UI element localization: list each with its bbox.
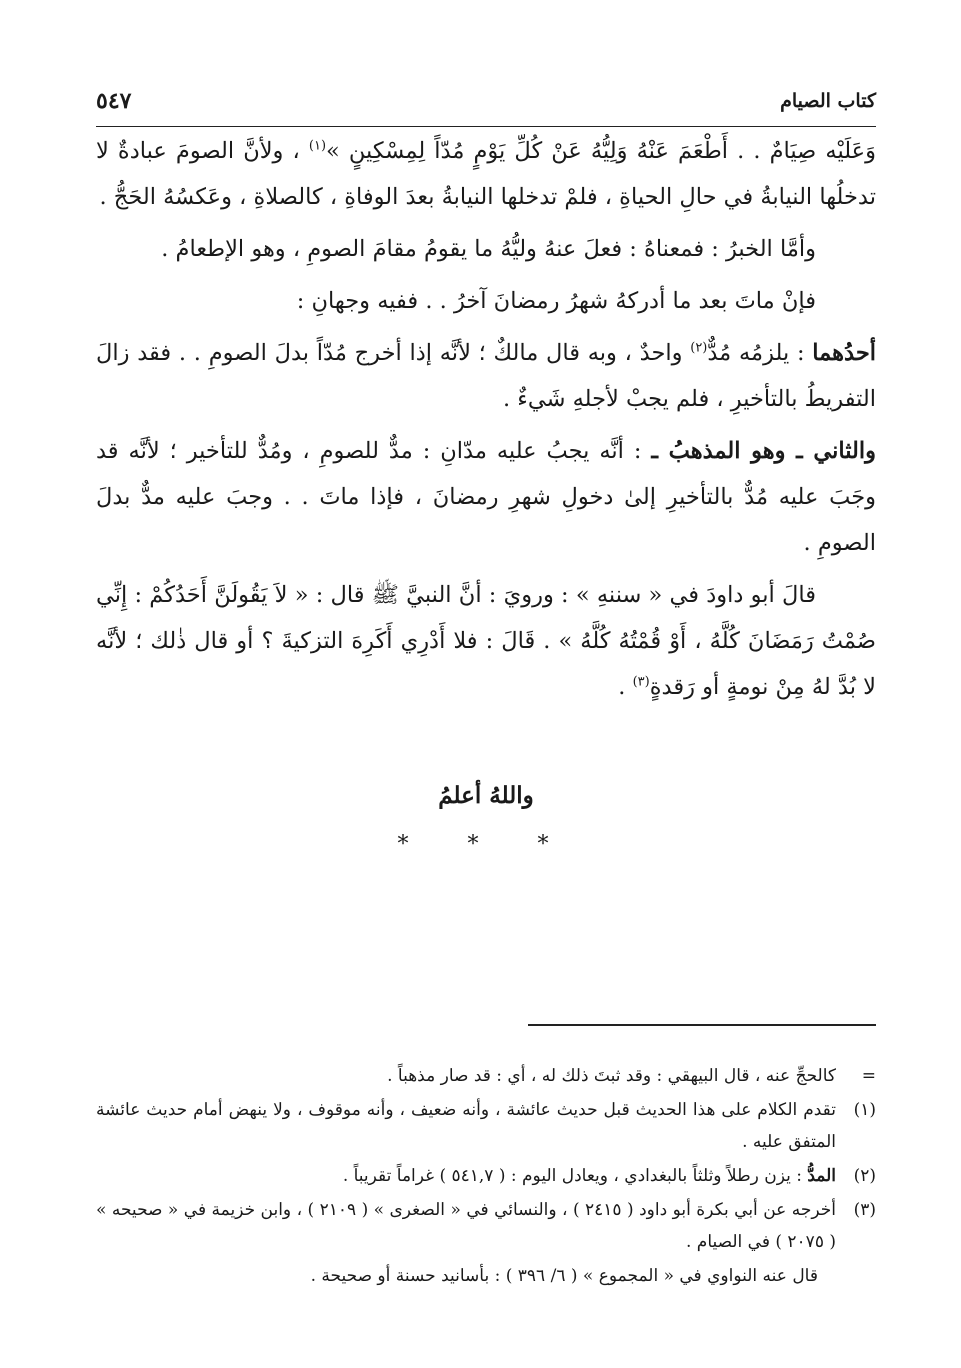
paragraph-6: قالَ أبو داودَ في « سننهِ » : ورويَ : أنَّ النبيَّ ﷺ قال : « لاَ يَقُولَنَّ أَحَدُكُمْ : إِنِّي صُمْتُ رَمَضَانَ كُلَّهُ ، أَوْ قُمْتُهُ كُلَّهُ » . قَالَ : فلا أَدْرِي أَكَرِهَ التزكيةَ ؟ أو قال ذٰلك ؛ لأنَّه لا بُدَّ لهُ مِنْ نومةٍ أو رَقدةٍ$^{(٣)}$ . — [96, 582, 876, 700]
footnote-3-continuation: قال عنه النواوي في « المجموع » ( ٦/ ٣٩٦ ) : بأسانيد حسنة أو صحيحة . — [310, 1266, 818, 1286]
footnote-ref-3[interactable]: (٣) — [632, 674, 650, 690]
paragraph-3: فإنْ ماتَ بعد ما أدركهُ شهرُ رمضانَ آخرُ . . ففيه وجهانِ : — [296, 288, 816, 314]
paragraph-2: وأمَّا الخبرُ : فمعناهُ : فعلَ عنهُ وليُّهُ ما يقومُ مقامَ الصومِ ، وهو الإطعامُ . — [161, 236, 816, 262]
footnote-1: (١) تقدم الكلام على هذا الحديث قبل حديث عائشة ، وأنه ضعيف ، وأنه موقوف ، ولا ينهض أمام حديث عائشة المتفق عليه . — [96, 1100, 876, 1152]
footnotes — [96, 1060, 876, 1294]
paragraph-1: وَعَلَيْه صِيَامٌ . . أَطْعَمَ عَنْهُ وَلِيُّهُ عَنْ كُلِّ يَوْمٍ مُدّاً لِمِسْكِينٍ »$^{(١)}$ ، ولأنَّ الصومَ عبادةٌ لا تدخلُها النيابةُ في حالِ الحياةِ ، فلمْ تدخلها النيابةُ بعدَ الوفاةِ ، كالصلاةِ ، وعَكسُهُ الحَجُّ . — [96, 138, 876, 210]
paragraph-5: والثاني ـ وهو المذهبُ ـ : أنَّه يجبُ عليه مدّانِ : مدٌّ للصومِ ، ومُدٌّ للتأخير ؛ لأنَّه قد وجَبَ عليه مُدٌّ بالتأخيرِ إلىٰ دخولِ شهرِ رمضانَ ، فإذا ماتَ . . وجبَ عليه مدٌّ بدلَ الصومِ . — [96, 438, 876, 556]
footnote-divider — [528, 1024, 876, 1026]
running-header — [96, 86, 876, 127]
footnote-2: (٢) المدُّ : يزن رطلاً وثلثاً بالبغدادي ، ويعادل اليوم : ( ٥٤١,٧ ) غراماً تقريباً . — [342, 1166, 876, 1186]
section-separator: * * * — [397, 832, 575, 857]
first-view-label: أحدُهما — [812, 340, 876, 366]
closing-phrase: واللهُ أعلمُ — [438, 782, 534, 809]
footnote-3: (٣) أخرجه عن أبي بكرة أبو داود ( ٢٤١٥ ) ، والنسائي في « الصغرى » ( ٢١٠٩ ) ، وابن خزيمة في « صحيحه » ( ٢٠٧٥ ) في الصيام . — [96, 1200, 876, 1252]
book-title: كتاب الصيام — [780, 90, 876, 112]
main-text — [96, 128, 876, 716]
footnote-continuation: = كالحجِّ عنه ، قال البيهقي : وقد ثبتَ ذلك له ، أي : قد صار مذهباً . — [387, 1066, 876, 1086]
page-number: ٥٤٧ — [96, 88, 132, 114]
paragraph-4: أحدُهما : يلزمُه مُدٌّ$^{(٢)}$ واحدٌ ، وبه قال مالكٌ ؛ لأنَّه إذا أخرج مُدّاً بدلَ الصومِ . . فقد زالَ التفريطُ بالتأخيرِ ، فلم يجبْ لأجلهِ شَيءٌ . — [96, 340, 876, 412]
footnote-ref-2[interactable]: (٢) — [690, 340, 708, 356]
footnote-ref-1[interactable]: (١) — [308, 138, 327, 154]
second-view-label: والثاني ـ وهو المذهبُ ـ — [651, 438, 876, 464]
